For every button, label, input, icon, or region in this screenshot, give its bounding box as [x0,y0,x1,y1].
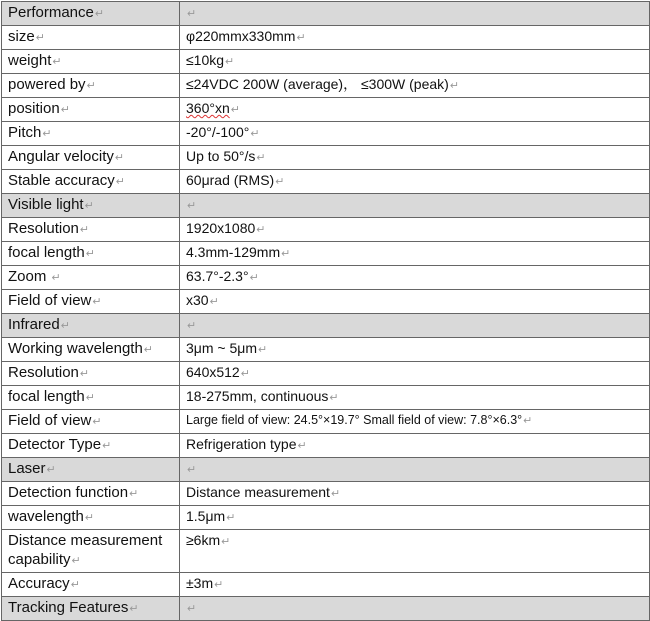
spec-value-cell [180,218,650,242]
paragraph-mark: ↵ [60,320,70,332]
paragraph-mark: ↵ [296,32,306,44]
paragraph-mark: ↵ [129,488,139,500]
spec-value-cell [180,338,650,362]
spec-value: Large field of view: 24.5°×19.7° Small field of view: 7.8°×6.3° [186,413,523,427]
spec-label: Detection function [8,484,129,501]
spec-label: weight [8,52,52,69]
spec-row-power [2,74,650,98]
paragraph-mark: ↵ [209,296,219,308]
spec-value-cell [180,290,650,314]
paragraph-mark: ↵ [187,200,197,212]
spec-value-cell [180,482,650,506]
paragraph-mark: ↵ [94,8,105,20]
spec-label-cell [2,74,180,98]
spec-value-cell [180,362,650,386]
paragraph-mark: ↵ [221,536,231,548]
section-title: Laser [8,460,46,477]
spec-label-cell [2,98,180,122]
paragraph-mark: ↵ [250,128,260,140]
spec-row-weight [2,50,650,74]
spec-label: position [8,100,60,117]
paragraph-mark: ↵ [42,128,52,140]
paragraph-mark: ↵ [214,579,224,591]
spec-label: Accuracy [8,575,70,592]
spec-label: focal length [8,388,85,405]
paragraph-mark: ↵ [102,440,112,452]
spec-value-cell [180,242,650,266]
spec-label-cell [2,266,180,290]
paragraph-mark: ↵ [329,392,339,404]
paragraph-mark: ↵ [143,344,154,356]
spec-label: Zoom [8,268,47,285]
spec-label-cell [2,573,180,597]
spec-label: Resolution [8,364,79,381]
spec-row-stable-accuracy [2,170,650,194]
spec-label-cell [2,338,180,362]
spec-row-distance-capability [2,530,650,573]
spec-label-cell [2,122,180,146]
section-row-laser [2,458,650,482]
paragraph-mark: ↵ [275,176,285,188]
paragraph-mark: ↵ [79,368,90,380]
paragraph-mark: ↵ [114,152,125,164]
spec-row-visible-field-of-view [2,290,650,314]
paragraph-mark: ↵ [523,415,533,427]
spec-value-cell [180,122,650,146]
spec-value-cell [180,410,650,434]
spec-label-cell [2,506,180,530]
spec-value: 640x512 [186,364,240,380]
section-row-tracking-features [2,597,650,621]
spec-label-cell [2,362,180,386]
paragraph-mark: ↵ [115,176,125,188]
spec-label-cell [2,410,180,434]
spec-row-visible-resolution [2,218,650,242]
spec-label: Field of view [8,292,92,309]
paragraph-mark: ↵ [85,248,95,260]
spec-value: Distance measurement [186,484,330,500]
paragraph-mark: ↵ [60,104,70,116]
spec-value-cell [180,506,650,530]
spec-value-cell [180,194,650,218]
paragraph-mark: ↵ [249,272,259,284]
spec-label-cell [2,458,180,482]
section-title: Infrared [8,316,60,333]
spec-label-cell [2,242,180,266]
spec-value-cell [180,530,650,573]
spec-value: -20°/-100° [186,124,250,140]
spec-value: 3μm ~ 5μm [186,340,257,356]
section-title: Tracking Features [8,599,129,616]
spec-value-cell [180,50,650,74]
paragraph-mark: ↵ [187,8,197,20]
paragraph-mark: ↵ [129,603,139,615]
spec-row-size [2,26,650,50]
spec-value-cell [180,98,650,122]
spec-value: ±3m [186,575,214,591]
paragraph-mark: ↵ [256,224,266,236]
paragraph-mark: ↵ [330,488,341,500]
paragraph-mark: ↵ [52,56,62,68]
paragraph-mark: ↵ [230,104,240,116]
paragraph-mark: ↵ [92,416,102,428]
spec-row-detection-function [2,482,650,506]
paragraph-mark: ↵ [240,368,250,380]
spec-label: Resolution [8,220,79,237]
paragraph-mark: ↵ [84,200,94,212]
spec-row-infrared-resolution [2,362,650,386]
section-row-infrared [2,314,650,338]
spec-row-detector-type [2,434,650,458]
paragraph-mark: ↵ [226,512,236,524]
spec-label-cell [2,386,180,410]
spec-value: 63.7°-2.3° [186,268,249,284]
spec-value: Up to 50°/s [186,148,256,164]
paragraph-mark: ↵ [92,296,102,308]
spec-value-cell [180,597,650,621]
spec-row-visible-focal-length [2,242,650,266]
spec-value: ≤10kg [186,52,225,68]
paragraph-mark: ↵ [187,603,197,615]
spec-label-cell [2,218,180,242]
paragraph-mark: ↵ [70,579,80,591]
spec-value-cell [180,146,650,170]
spec-value-cell [180,2,650,26]
spec-label: Detector Type [8,436,102,453]
section-title: Performance [8,4,94,21]
spec-label: Distance measurement capability [8,532,163,568]
paragraph-mark: ↵ [84,512,95,524]
spec-value-cell [180,74,650,98]
spec-value: φ220mmx330mm [186,28,296,44]
paragraph-mark: ↵ [86,80,96,92]
paragraph-mark: ↵ [449,80,460,92]
spec-row-pitch [2,122,650,146]
spec-label-cell [2,597,180,621]
paragraph-mark: ↵ [256,152,266,164]
spec-row-angular-velocity [2,146,650,170]
spec-label-cell [2,170,180,194]
paragraph-mark: ↵ [79,224,90,236]
specification-table [1,1,650,621]
spec-row-infrared-field-of-view [2,410,650,434]
spec-label: Stable accuracy [8,172,115,189]
spec-value: 60μrad (RMS) [186,172,275,188]
paragraph-mark: ↵ [85,392,95,404]
section-title: Visible light [8,196,84,213]
spec-value: x30 [186,292,209,308]
spec-label-cell [2,482,180,506]
spec-row-zoom [2,266,650,290]
paragraph-mark: ↵ [71,555,81,567]
spec-label-cell [2,2,180,26]
spec-label: Field of view [8,412,92,429]
spec-value-cell [180,266,650,290]
spec-label-cell [2,26,180,50]
spec-value-cell [180,386,650,410]
section-row-visible-light [2,194,650,218]
spec-value: 360°xn [186,100,230,116]
spec-row-laser-wavelength [2,506,650,530]
spec-value-cell [180,170,650,194]
spec-label: powered by [8,76,86,93]
paragraph-mark: ↵ [225,56,235,68]
spec-value: 1.5μm [186,508,226,524]
spec-value: ≥6km [186,532,221,548]
paragraph-mark: ↵ [187,464,197,476]
spec-label-cell [2,434,180,458]
spec-value-cell [180,458,650,482]
spec-label: Angular velocity [8,148,114,165]
spec-label-cell [2,530,180,573]
spec-row-accuracy [2,573,650,597]
section-row-performance [2,2,650,26]
spec-value: Refrigeration type [186,436,297,452]
paragraph-mark: ↵ [35,32,45,44]
spec-row-position [2,98,650,122]
spec-label: Working wavelength [8,340,143,357]
paragraph-mark: ↵ [297,440,307,452]
spec-row-infrared-focal-length [2,386,650,410]
spec-label-cell [2,50,180,74]
paragraph-mark: ↵ [187,320,197,332]
spec-table-body [2,2,650,621]
spec-label-cell [2,194,180,218]
paragraph-mark: ↵ [257,344,268,356]
spec-row-working-wavelength [2,338,650,362]
spec-label-cell [2,290,180,314]
spec-value-cell [180,434,650,458]
spec-label: focal length [8,244,85,261]
spec-label: size [8,28,35,45]
spec-value: 18-275mm, continuous [186,388,329,404]
spec-label-cell [2,146,180,170]
paragraph-mark: ↵ [46,464,56,476]
spec-value-cell [180,314,650,338]
spec-label: wavelength [8,508,84,525]
spec-value: ≤24VDC 200W (average)， ≤300W (peak) [186,76,449,92]
paragraph-mark: ↵ [281,248,291,260]
spec-value-cell [180,26,650,50]
spec-label-cell [2,314,180,338]
spec-value: 4.3mm-129mm [186,244,281,260]
spec-value-cell [180,573,650,597]
paragraph-mark: ↵ [51,272,61,284]
spec-value: 1920x1080 [186,220,256,236]
spec-label: Pitch [8,124,42,141]
